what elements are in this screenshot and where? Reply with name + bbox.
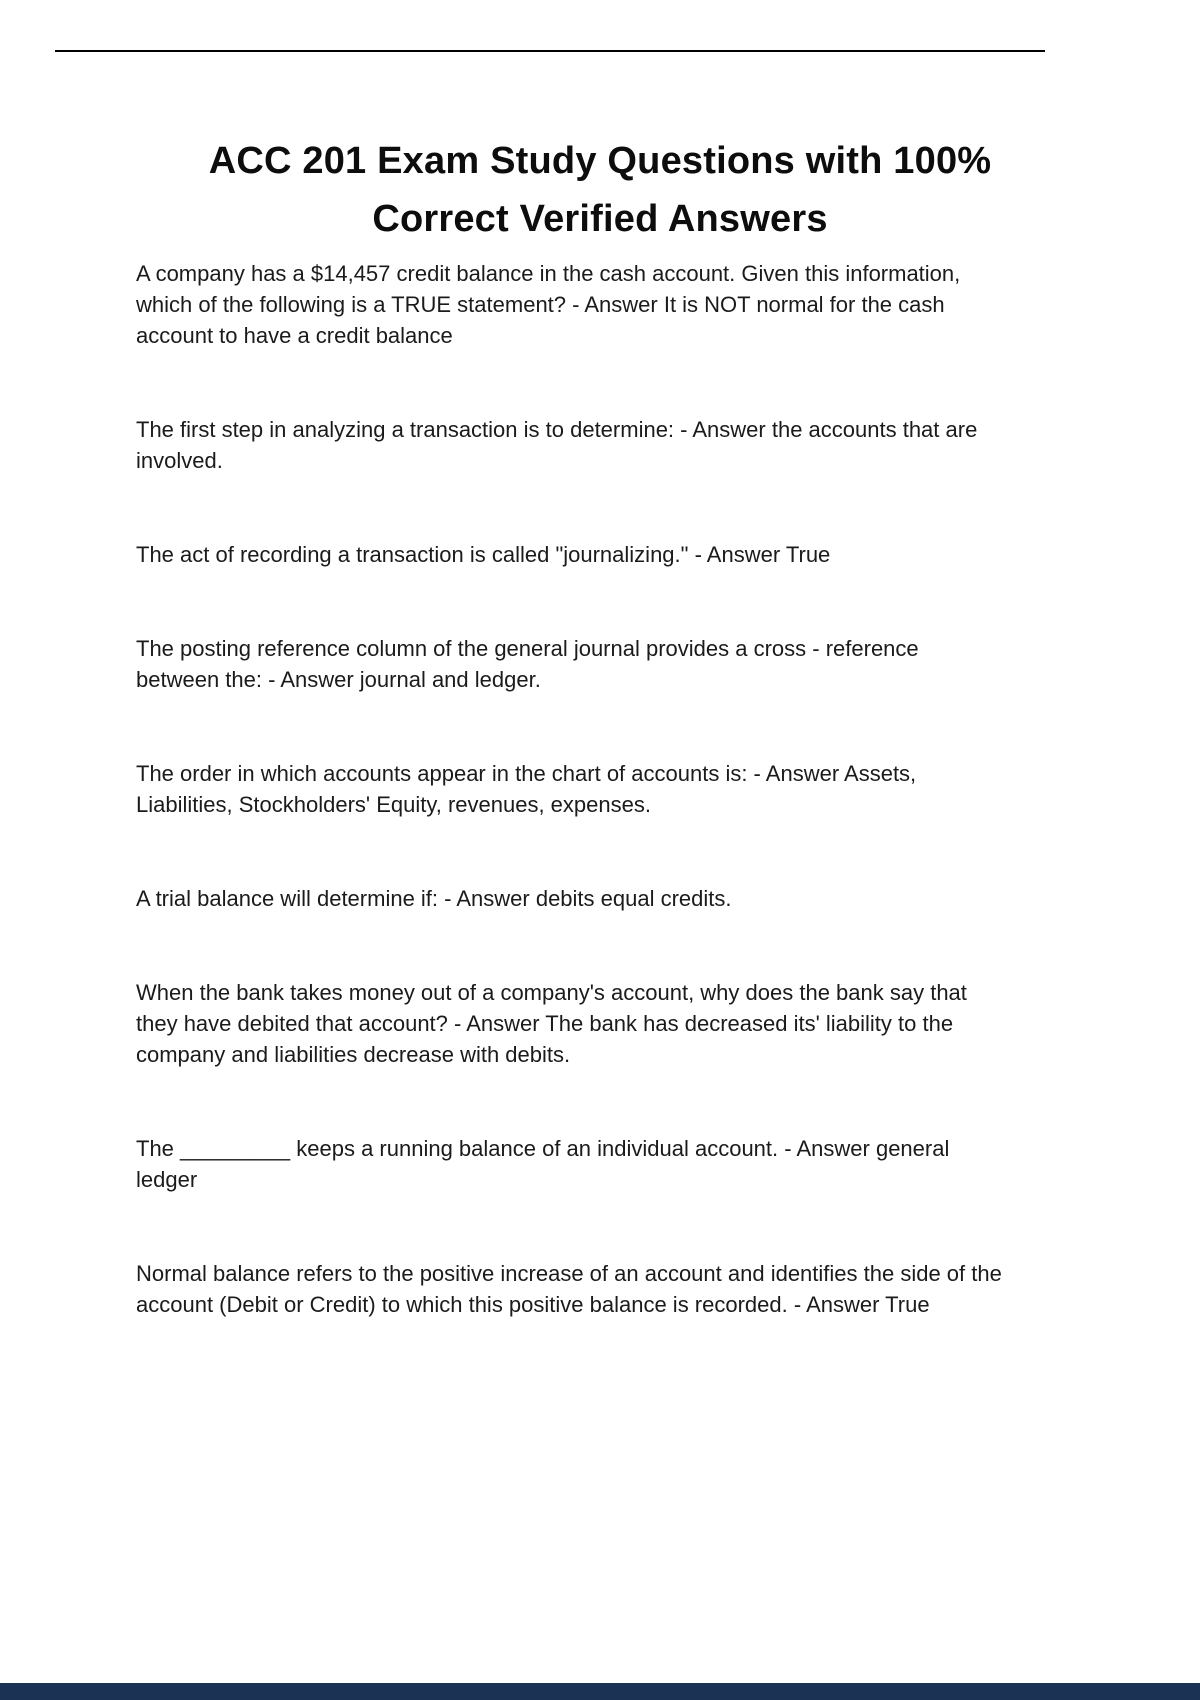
qa-paragraph: A company has a $14,457 credit balance in the cash account. Given this information, which of the following is a TRUE statement? - Answer It is NOT normal for the cash account to have a credit balance (136, 261, 961, 348)
bottom-page-bar (0, 1683, 1200, 1700)
qa-paragraph: The _________ keeps a running balance of an individual account. - Answer general ledger (136, 1136, 950, 1192)
qa-paragraph: The act of recording a transaction is called "journalizing." - Answer True (136, 542, 831, 567)
document-body (136, 258, 1004, 1383)
page-title (0, 132, 1200, 248)
top-horizontal-rule (55, 50, 1045, 52)
qa-paragraph: When the bank takes money out of a company's account, why does the bank say that they have debited that account? - Answer The bank has decreased its' liability to the company and liabilities decrease with debits. (136, 980, 967, 1067)
page-title-text: ACC 201 Exam Study Questions with 100% Correct Verified Answers (208, 140, 992, 240)
qa-paragraph: A trial balance will determine if: - Answer debits equal credits. (136, 886, 732, 911)
qa-paragraph: Normal balance refers to the positive increase of an account and identifies the side of the account (Debit or Credit) to which this positive balance is recorded. - Answer True (136, 1261, 1002, 1317)
qa-paragraph: The first step in analyzing a transaction is to determine: - Answer the accounts that are involved. (136, 417, 978, 473)
qa-paragraph: The posting reference column of the general journal provides a cross - reference between the: - Answer journal and ledger. (136, 636, 919, 692)
qa-paragraph: The order in which accounts appear in the chart of accounts is: - Answer Assets, Liabilities, Stockholders' Equity, revenues, expenses. (136, 761, 917, 817)
